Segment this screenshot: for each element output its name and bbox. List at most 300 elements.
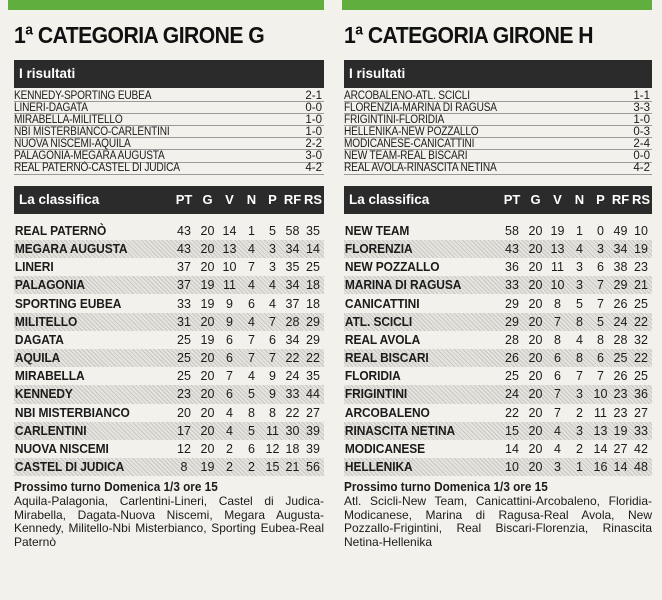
standings-header (14, 186, 324, 214)
standing-row (14, 313, 324, 331)
standing-row (344, 367, 652, 385)
result-match: ARCOBALENO-ATL. SCICLI (344, 89, 470, 102)
stat-rf: 28 (285, 314, 300, 329)
result-match: PALAGONIA-MEGARA AUGUSTA (14, 150, 165, 163)
stat-rs: 25 (634, 369, 648, 384)
result-row (14, 114, 324, 126)
standings-table (344, 222, 652, 477)
stat-n: 3 (576, 278, 583, 293)
stat-rs: 56 (306, 460, 320, 475)
standing-row (344, 440, 652, 458)
result-match: FLORENZIA-MARINA DI RAGUSA (344, 101, 497, 114)
team-name: NUOVA NISCEMI (14, 441, 109, 456)
stat-pt: 14 (505, 442, 519, 456)
standing-row (14, 349, 324, 367)
stat-g: 20 (200, 369, 215, 384)
stat-v: 13 (550, 241, 565, 256)
stat-rs: 27 (306, 405, 320, 420)
result-row (344, 114, 652, 126)
stat-rf: 25 (613, 351, 628, 366)
stat-rf: 14 (613, 460, 628, 475)
team-name: FRIGINTINI (344, 386, 408, 402)
stat-g: 19 (200, 278, 215, 293)
stat-rs: 39 (306, 423, 320, 438)
stat-v: 14 (222, 223, 237, 238)
standing-row (14, 404, 324, 422)
stat-rs: 27 (634, 405, 648, 420)
girone-g-title: 1ª CATEGORIA GIRONE G (14, 22, 265, 48)
standing-row (344, 404, 652, 422)
team-name: REAL PATERNÒ (14, 222, 107, 238)
stat-rs: 35 (306, 223, 320, 238)
stat-pt: 8 (180, 460, 188, 475)
stat-rs: 29 (306, 332, 320, 347)
stat-rs: 25 (306, 260, 320, 275)
stat-g: 20 (200, 260, 215, 275)
stat-header-n: N (246, 191, 257, 207)
standing-row (14, 385, 324, 403)
stat-pt: 28 (505, 332, 519, 347)
stat-pt: 25 (177, 369, 191, 384)
stat-v: 11 (551, 260, 564, 275)
stat-v: 4 (554, 423, 561, 438)
stat-p: 5 (597, 314, 604, 329)
stat-header-rs: RS (631, 191, 651, 207)
stat-n: 4 (248, 314, 255, 329)
stat-pt: 25 (177, 332, 191, 347)
stat-rf: 19 (613, 423, 628, 438)
stat-p: 11 (594, 405, 607, 420)
result-match: REAL AVOLA-RINASCITA NETINA (344, 162, 497, 175)
stat-n: 6 (248, 442, 255, 456)
stat-p: 11 (266, 423, 279, 438)
stat-g: 20 (528, 296, 543, 311)
stat-g: 20 (200, 387, 215, 402)
stat-rf: 34 (285, 241, 300, 256)
standing-row (344, 349, 652, 367)
team-name: FLORIDIA (344, 368, 401, 384)
stat-pt: 31 (177, 314, 191, 329)
stat-g: 20 (528, 223, 543, 238)
standing-row (344, 258, 652, 276)
stat-header-n: N (574, 191, 585, 207)
stat-n: 4 (576, 241, 583, 256)
stat-header-rf: RF (283, 191, 302, 207)
team-name: CANICATTINI (344, 295, 420, 311)
standing-row (14, 258, 324, 276)
result-score: 1-0 (305, 125, 322, 138)
stat-header-rs: RS (303, 191, 323, 207)
stat-pt: 26 (505, 351, 519, 366)
standing-row (14, 294, 324, 312)
team-name: NEW TEAM (344, 222, 410, 238)
results-header: I risultati (14, 60, 324, 88)
stat-v: 2 (226, 442, 233, 456)
stat-rs: 18 (306, 278, 320, 293)
stat-pt: 23 (177, 387, 191, 402)
stat-pt: 36 (505, 260, 519, 275)
stat-header-pt: PT (175, 191, 193, 207)
results-list (14, 90, 324, 175)
stat-n: 3 (576, 423, 583, 438)
stat-pt: 29 (505, 314, 519, 329)
result-score: 1-1 (633, 89, 650, 102)
team-name: MEGARA AUGUSTA (14, 240, 128, 256)
standing-row (14, 367, 324, 385)
stat-v: 7 (554, 405, 561, 420)
stat-n: 5 (248, 423, 255, 438)
stat-g: 20 (528, 460, 543, 475)
result-row (344, 102, 652, 114)
result-match: REAL PATERNÒ-CASTEL DI JUDICA (14, 162, 180, 175)
stat-p: 13 (593, 423, 608, 438)
stat-v: 7 (554, 314, 561, 329)
stat-n: 8 (576, 351, 583, 366)
stat-v: 4 (226, 405, 233, 420)
standing-row (344, 222, 652, 240)
stat-rs: 21 (634, 278, 648, 293)
stat-pt: 22 (505, 405, 519, 420)
stat-p: 16 (593, 460, 608, 475)
stat-n: 4 (576, 332, 583, 347)
stat-g: 20 (528, 351, 543, 366)
result-score: 4-2 (305, 162, 322, 175)
stat-p: 7 (269, 351, 276, 366)
stat-pt: 37 (177, 278, 191, 293)
standing-row (344, 331, 652, 349)
stat-n: 4 (248, 241, 255, 256)
top-accent-strip-left (8, 0, 324, 10)
stat-rf: 26 (613, 369, 628, 384)
stat-rs: 23 (634, 260, 648, 275)
standing-row (14, 276, 324, 294)
result-score: 2-2 (305, 137, 322, 150)
result-row (344, 150, 652, 162)
stat-g: 20 (528, 369, 543, 384)
stat-pt: 43 (177, 241, 191, 256)
team-name: PALAGONIA (14, 277, 85, 293)
stat-g: 20 (200, 314, 215, 329)
stat-v: 9 (226, 296, 233, 311)
standings-header (344, 186, 652, 214)
result-score: 2-4 (633, 137, 650, 150)
result-match: LINERI-DAGATA (14, 101, 88, 114)
stat-v: 10 (222, 260, 237, 275)
stat-p: 6 (597, 351, 604, 366)
standing-row (344, 294, 652, 312)
result-score: 2-1 (305, 89, 322, 102)
stat-pt: 33 (505, 278, 519, 293)
next-round-matches: Aquila-Palagonia, Carlentini-Lineri, Castel di Judica-Mirabella, Dagata-Nuova Niscemi, Megara Augusta-Kennedy, Militello-Nbi Misterbianco, Sporting Eubea-Real Paternò (14, 494, 324, 549)
stat-g: 20 (528, 442, 543, 456)
stat-n: 5 (576, 296, 583, 311)
stat-pt: 25 (505, 369, 519, 384)
standing-row (344, 313, 652, 331)
stat-n: 7 (248, 332, 255, 347)
stat-p: 8 (269, 405, 276, 420)
stat-rf: 33 (285, 387, 300, 402)
stat-header-v: V (553, 191, 562, 207)
result-row (14, 138, 324, 150)
stat-g: 20 (528, 405, 543, 420)
result-score: 0-3 (633, 125, 650, 138)
stat-rs: 22 (306, 351, 320, 366)
stat-v: 6 (554, 369, 561, 384)
team-name: CARLENTINI (14, 422, 87, 438)
result-score: 4-2 (633, 162, 650, 175)
stat-n: 1 (576, 223, 583, 238)
stat-p: 6 (269, 332, 276, 347)
team-name: DAGATA (14, 331, 64, 347)
standings-label: La classifica (19, 191, 100, 207)
result-score: 1-0 (633, 113, 650, 126)
result-match: NBI MISTERBIANCO-CARLENTINI (14, 125, 170, 138)
girone-g-column (14, 14, 324, 549)
stat-p: 4 (269, 296, 276, 311)
stat-pt: 15 (505, 423, 519, 438)
stat-n: 1 (576, 460, 583, 475)
stat-g: 20 (200, 423, 215, 438)
stat-rf: 35 (285, 260, 300, 275)
result-row (14, 90, 324, 102)
stat-rf: 21 (285, 460, 300, 475)
stat-rf: 34 (613, 241, 628, 256)
stat-rf: 34 (285, 278, 300, 293)
standings-table (14, 222, 324, 477)
stat-g: 20 (528, 314, 543, 329)
result-match: MODICANESE-CANICATTINI (344, 137, 475, 150)
result-row (14, 102, 324, 114)
stat-header-v: V (225, 191, 234, 207)
stat-pt: 10 (505, 460, 519, 475)
standing-row (14, 222, 324, 240)
stat-rf: 49 (613, 223, 628, 238)
standing-row (14, 422, 324, 440)
stat-pt: 58 (505, 223, 519, 238)
team-name: REAL AVOLA (344, 331, 421, 347)
stat-rs: 33 (634, 423, 648, 438)
result-row (14, 150, 324, 162)
stat-pt: 25 (177, 351, 191, 366)
stat-n: 2 (576, 405, 583, 420)
team-name: HELLENIKA (344, 459, 413, 475)
stat-pt: 33 (177, 296, 191, 311)
stat-p: 3 (269, 260, 276, 275)
result-row (344, 138, 652, 150)
stat-header-pt: PT (503, 191, 521, 207)
standing-row (14, 331, 324, 349)
result-match: FRIGINTINI-FLORIDIA (344, 113, 445, 126)
stat-pt: 20 (177, 405, 191, 420)
team-name: REAL BISCARI (344, 350, 429, 366)
stat-n: 4 (248, 278, 255, 293)
stat-g: 20 (528, 332, 543, 347)
stat-p: 15 (265, 460, 280, 475)
team-name: KENNEDY (14, 386, 73, 402)
result-row (14, 126, 324, 138)
stat-pt: 24 (505, 387, 519, 402)
stat-rs: 25 (634, 296, 648, 311)
stat-p: 5 (269, 223, 276, 238)
standing-row (14, 440, 324, 458)
stat-v: 6 (226, 332, 233, 347)
stat-rs: 48 (634, 460, 648, 475)
result-score: 1-0 (305, 113, 322, 126)
stat-rf: 23 (613, 387, 628, 402)
team-name: ARCOBALENO (344, 404, 430, 420)
team-name: NEW POZZALLO (344, 259, 440, 275)
stat-rf: 29 (613, 278, 628, 293)
standing-row (344, 385, 652, 403)
stat-p: 8 (597, 332, 604, 347)
stat-g: 20 (200, 351, 215, 366)
result-row (344, 126, 652, 138)
standings-label: La classifica (349, 191, 430, 207)
girone-h-column (344, 14, 652, 549)
stat-rs: 18 (306, 296, 320, 311)
stat-header-g: G (530, 191, 541, 207)
stat-v: 13 (222, 241, 237, 256)
team-name: MIRABELLA (14, 368, 85, 384)
team-name: RINASCITA NETINA (344, 422, 456, 438)
stat-g: 20 (200, 223, 215, 238)
result-match: HELLENIKA-NEW POZZALLO (344, 125, 479, 138)
stat-pt: 17 (177, 423, 191, 438)
team-name: LINERI (14, 259, 54, 275)
stat-rf: 27 (613, 442, 628, 456)
standing-row (14, 458, 324, 476)
girone-h-title: 1ª CATEGORIA GIRONE H (344, 22, 594, 48)
stat-n: 3 (576, 387, 583, 402)
stat-pt: 43 (177, 223, 191, 238)
standing-row (344, 276, 652, 294)
result-score: 0-0 (305, 101, 322, 114)
result-match: NEW TEAM-REAL BISCARI (344, 150, 468, 163)
stat-rs: 42 (634, 442, 648, 456)
team-name: MILITELLO (14, 313, 78, 329)
stat-header-cols (171, 186, 324, 214)
stat-n: 4 (248, 369, 255, 384)
result-row (344, 90, 652, 102)
stat-n: 1 (248, 223, 255, 238)
stat-rf: 18 (285, 442, 300, 456)
result-match: MIRABELLA-MILITELLO (14, 113, 123, 126)
stat-header-p: P (268, 191, 277, 207)
stat-n: 2 (248, 460, 255, 475)
stat-p: 7 (269, 314, 276, 329)
top-accent-strip-right (342, 0, 652, 10)
stat-n: 2 (576, 442, 583, 456)
team-name: AQUILA (14, 350, 61, 366)
stat-v: 8 (554, 332, 561, 347)
stat-v: 8 (554, 296, 561, 311)
team-name: MARINA DI RAGUSA (344, 277, 462, 293)
next-round-title: Prossimo turno Domenica 1/3 ore 15 (344, 480, 548, 495)
stat-pt: 37 (177, 260, 191, 275)
stat-n: 7 (576, 369, 583, 384)
team-name: NBI MISTERBIANCO (14, 404, 130, 420)
stat-v: 11 (223, 278, 236, 293)
result-score: 3-3 (633, 101, 650, 114)
stat-g: 20 (200, 442, 215, 456)
result-match: NUOVA NISCEMI-AQUILA (14, 137, 131, 150)
stat-v: 10 (550, 278, 565, 293)
result-score: 3-0 (305, 150, 322, 163)
stat-v: 7 (554, 387, 561, 402)
stat-rs: 36 (634, 387, 648, 402)
team-name: ATL. SCICLI (344, 313, 413, 329)
stat-p: 7 (597, 278, 604, 293)
stat-n: 5 (248, 387, 255, 402)
stat-rf: 58 (285, 223, 300, 238)
stat-p: 9 (269, 387, 276, 402)
standing-row (344, 458, 652, 476)
stat-rf: 38 (613, 260, 628, 275)
stat-v: 19 (550, 223, 565, 238)
stat-g: 19 (200, 296, 215, 311)
stat-g: 20 (200, 405, 215, 420)
stat-header-g: G (202, 191, 213, 207)
stat-n: 8 (576, 314, 583, 329)
stat-v: 3 (554, 460, 561, 475)
result-score: 0-0 (633, 150, 650, 163)
stat-g: 20 (200, 241, 215, 256)
standing-row (344, 422, 652, 440)
stat-v: 7 (226, 369, 233, 384)
results-header: I risultati (344, 60, 652, 88)
results-list (344, 90, 652, 175)
stat-pt: 43 (505, 241, 519, 256)
stat-header-rf: RF (611, 191, 630, 207)
stat-p: 3 (597, 241, 604, 256)
standing-row (14, 240, 324, 258)
stat-rs: 10 (634, 223, 648, 238)
next-round-title: Prossimo turno Domenica 1/3 ore 15 (14, 480, 218, 495)
stat-p: 6 (597, 260, 604, 275)
stat-rf: 37 (285, 296, 300, 311)
stat-pt: 29 (505, 296, 519, 311)
team-name: SPORTING EUBEA (14, 295, 122, 311)
stat-rs: 22 (634, 351, 648, 366)
team-name: CASTEL DI JUDICA (14, 459, 125, 475)
stat-rf: 23 (613, 405, 628, 420)
stat-rs: 29 (306, 314, 320, 329)
stat-rs: 22 (634, 314, 648, 329)
next-round-matches: Atl. Scicli-New Team, Canicattini-Arcobaleno, Floridia-Modicanese, Marina di Ragusa-Real Avola, New Pozzallo-Frigintini, Real Biscari-Florenzia, Rinascita Netina-Hellenika (344, 494, 652, 549)
stat-rs: 14 (306, 241, 320, 256)
stat-v: 6 (226, 387, 233, 402)
stat-header-cols (499, 186, 652, 214)
stat-header-p: P (596, 191, 605, 207)
stat-p: 0 (597, 223, 604, 238)
stat-rs: 44 (306, 387, 320, 402)
standing-row (344, 240, 652, 258)
stat-n: 3 (576, 260, 583, 275)
stat-rf: 24 (285, 369, 300, 384)
result-row (14, 163, 324, 175)
stat-rf: 24 (613, 314, 628, 329)
stat-v: 4 (226, 423, 233, 438)
stat-g: 20 (528, 423, 543, 438)
stat-g: 19 (200, 332, 215, 347)
stat-p: 4 (269, 278, 276, 293)
stat-rs: 39 (306, 442, 320, 456)
stat-rf: 22 (285, 351, 300, 366)
stat-g: 20 (528, 260, 543, 275)
stat-p: 7 (597, 369, 604, 384)
team-name: MODICANESE (344, 441, 426, 456)
stat-v: 4 (554, 442, 561, 456)
